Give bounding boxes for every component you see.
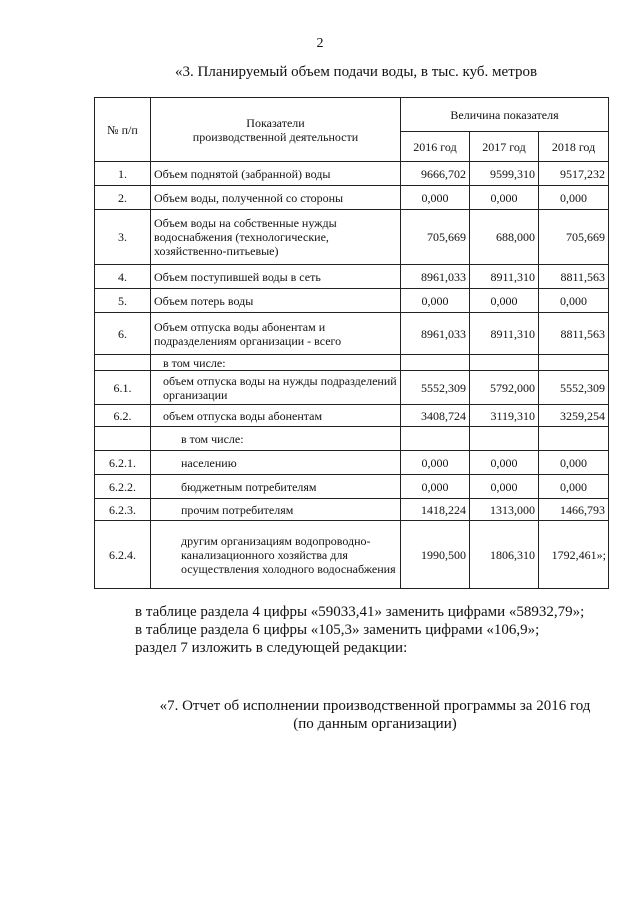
section7-subtitle: (по данным организации) (293, 716, 457, 732)
row-value: 0,000 (539, 289, 609, 313)
row-value: 8961,033 (401, 313, 470, 355)
row-num: 2. (95, 186, 151, 210)
row-value: 5792,000 (470, 371, 539, 405)
row-name: Объем воды, полученной со стороны (151, 186, 401, 210)
row-name: объем отпуска воды абонентам (151, 405, 401, 427)
page-number: 2 (316, 36, 324, 51)
row-value: 1466,793 (539, 499, 609, 521)
row-value (539, 427, 609, 451)
row-name: Объем поднятой (забранной) воды (151, 162, 401, 186)
water-supply-table (94, 97, 609, 589)
row-value: 8911,310 (470, 313, 539, 355)
table-row (95, 475, 609, 499)
row-num: 6.2.4. (95, 521, 151, 589)
table-row (95, 405, 609, 427)
row-value: 688,000 (470, 210, 539, 265)
row-value (539, 355, 609, 371)
row-name: Объем поступившей воды в сеть (151, 265, 401, 289)
row-name: населению (151, 451, 401, 475)
row-value: 0,000 (401, 475, 470, 499)
row-value: 9599,310 (470, 162, 539, 186)
table-row (95, 313, 609, 355)
row-num: 4. (95, 265, 151, 289)
row-value: 8811,563 (539, 265, 609, 289)
row-value: 9666,702 (401, 162, 470, 186)
table-row (95, 162, 609, 186)
section7-title: «7. Отчет об исполнении производственной программы за 2016 год (159, 698, 591, 714)
table-row (95, 265, 609, 289)
row-value: 1313,000 (470, 499, 539, 521)
row-value: 705,669 (401, 210, 470, 265)
table-row (95, 371, 609, 405)
row-value: 0,000 (401, 186, 470, 210)
row-value: 1990,500 (401, 521, 470, 589)
header-indicator-line1: Показатели (246, 115, 305, 130)
row-value: 5552,309 (401, 371, 470, 405)
row-value (401, 427, 470, 451)
row-value (470, 355, 539, 371)
year-header: 2018 год (539, 132, 609, 162)
row-name: в том числе: (151, 355, 401, 371)
table-row (95, 186, 609, 210)
row-num: 6.1. (95, 371, 151, 405)
row-num: 3. (95, 210, 151, 265)
amendment-paragraphs (135, 603, 615, 657)
row-value: 0,000 (470, 289, 539, 313)
row-value: 0,000 (539, 186, 609, 210)
row-name: прочим потребителям (151, 499, 401, 521)
row-name: другим организациям водопроводно-канализационного хозяйства для осуществления холодного водоснабжения (151, 521, 401, 589)
row-num: 1. (95, 162, 151, 186)
section-heading: «3. Планируемый объем подачи воды, в тыс. куб. метров (175, 64, 538, 80)
row-value: 8811,563 (539, 313, 609, 355)
row-num: 6.2. (95, 405, 151, 427)
row-value: 8911,310 (470, 265, 539, 289)
row-num: 6.2.2. (95, 475, 151, 499)
row-value: 1792,461»; (539, 521, 609, 589)
table-row (95, 289, 609, 313)
table-row (95, 521, 609, 589)
row-name: Объем воды на собственные нужды водоснабжения (технологические, хозяйственно-питьевые) (151, 210, 401, 265)
row-name: Объем потерь воды (151, 289, 401, 313)
row-value: 1418,224 (401, 499, 470, 521)
row-value (401, 355, 470, 371)
row-value (470, 427, 539, 451)
table-row (95, 210, 609, 265)
row-value: 3119,310 (470, 405, 539, 427)
row-value: 0,000 (401, 451, 470, 475)
row-value: 8961,033 (401, 265, 470, 289)
row-value: 0,000 (539, 475, 609, 499)
row-num: 6.2.3. (95, 499, 151, 521)
row-value: 0,000 (401, 289, 470, 313)
row-value: 9517,232 (539, 162, 609, 186)
header-indicator (151, 98, 401, 162)
row-num (95, 427, 151, 451)
header-value: Величина показателя (401, 98, 609, 132)
row-value: 3408,724 (401, 405, 470, 427)
row-value: 0,000 (470, 475, 539, 499)
row-name: бюджетным потребителям (151, 475, 401, 499)
row-value: 1806,310 (470, 521, 539, 589)
row-value: 705,669 (539, 210, 609, 265)
year-header: 2017 год (470, 132, 539, 162)
row-value: 3259,254 (539, 405, 609, 427)
table-row (95, 427, 609, 451)
row-name: объем отпуска воды на нужды подразделений организации (151, 371, 401, 405)
header-num: № п/п (95, 98, 151, 162)
paragraph: в таблице раздела 4 цифры «59033,41» заменить цифрами «58932,79»; (135, 604, 585, 620)
paragraph: раздел 7 изложить в следующей редакции: (135, 640, 408, 656)
row-value: 0,000 (470, 186, 539, 210)
row-value: 0,000 (539, 451, 609, 475)
paragraph: в таблице раздела 6 цифры «105,3» заменить цифрами «106,9»; (135, 622, 540, 638)
row-num: 6.2.1. (95, 451, 151, 475)
row-num (95, 355, 151, 371)
table-row (95, 355, 609, 371)
year-header: 2016 год (401, 132, 470, 162)
header-indicator-line2: производственной деятельности (192, 129, 359, 144)
row-name: Объем отпуска воды абонентам и подразделениям организации - всего (151, 313, 401, 355)
row-num: 5. (95, 289, 151, 313)
section7-heading (140, 697, 610, 733)
table-row (95, 451, 609, 475)
table-row (95, 499, 609, 521)
row-value: 5552,309 (539, 371, 609, 405)
row-name: в том числе: (151, 427, 401, 451)
row-num: 6. (95, 313, 151, 355)
row-value: 0,000 (470, 451, 539, 475)
